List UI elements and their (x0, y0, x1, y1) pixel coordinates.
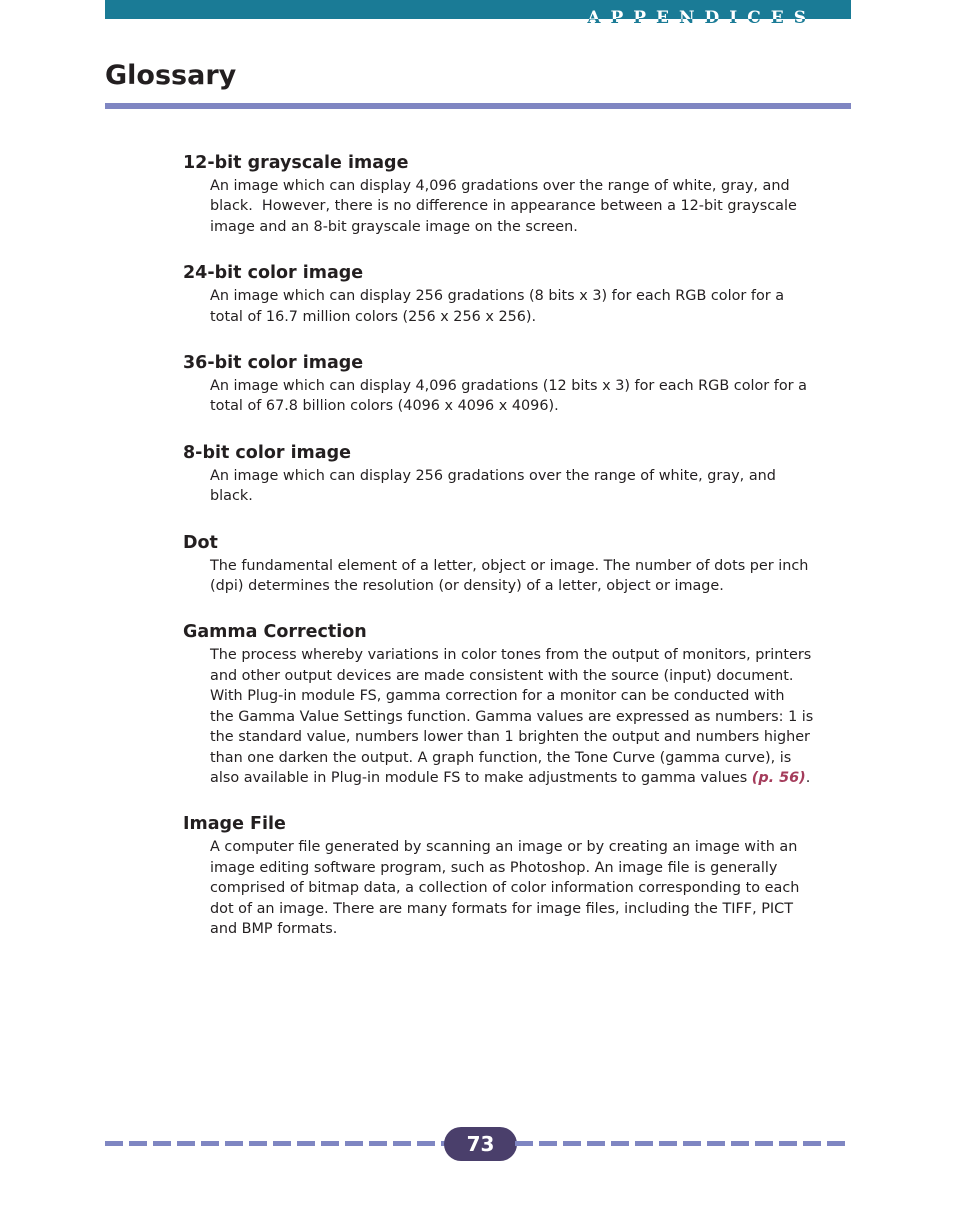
definition-line (210, 666, 848, 686)
glossary-term: Image File (183, 814, 286, 835)
definition-text: the standard value, numbers lower than 1 brighten the output and numbers higher (210, 729, 810, 746)
definition-line (210, 919, 848, 939)
glossary-entry (183, 530, 848, 597)
definition-text: black. However, there is no difference in appearance between a 12-bit grayscale (210, 198, 797, 215)
definition-text: total of 67.8 billion colors (4096 x 4096 x 4096). (210, 398, 559, 415)
definition-line (210, 768, 848, 788)
definition-text: The fundamental element of a letter, object or image. The number of dots per inch (210, 557, 809, 574)
glossary-term: 36-bit color image (183, 353, 364, 374)
definition-line (210, 307, 848, 327)
definition-line (210, 176, 848, 196)
definition-text: (dpi) determines the resolution (or density) of a letter, object or image. (210, 578, 724, 595)
page-reference-link[interactable]: (p. 56) (751, 769, 806, 786)
definition-line (210, 376, 848, 396)
glossary-term: 8-bit color image (183, 442, 352, 463)
definition-line (210, 217, 848, 237)
definition-text: comprised of bitmap data, a collection of color information corresponding to each (210, 880, 800, 897)
glossary-term: 24-bit color image (183, 263, 364, 284)
definition-line (210, 707, 848, 727)
definition-text: An image which can display 4,096 gradations (12 bits x 3) for each RGB color for a (210, 378, 807, 395)
definition-text: black. (210, 488, 253, 505)
glossary-definition (210, 376, 848, 417)
definition-text: also available in Plug-in module FS to make adjustments to gamma values (210, 769, 752, 786)
footer-rule-left (105, 1141, 445, 1146)
definition-line (210, 748, 848, 768)
section-label: APPENDICES (587, 8, 816, 28)
definition-line (210, 858, 848, 878)
definition-text: and BMP formats. (210, 920, 338, 937)
glossary-entry (183, 350, 848, 417)
definition-text: An image which can display 4,096 gradations over the range of white, gray, and (210, 178, 790, 194)
glossary-term: Dot (183, 532, 218, 553)
definition-line (210, 837, 848, 857)
glossary-entry (183, 440, 848, 507)
glossary-definition (210, 837, 848, 939)
definition-line (210, 286, 848, 306)
definition-text: The process whereby variations in color tones from the output of monitors, printers (210, 647, 812, 664)
definition-line (210, 645, 848, 665)
glossary-term: 12-bit grayscale image (183, 153, 409, 173)
definition-line (210, 196, 848, 216)
trailing-punctuation: . (805, 769, 811, 786)
glossary-entry (183, 619, 848, 788)
glossary-definition (210, 466, 848, 507)
definition-text: With Plug-in module FS, gamma correction for a monitor can be conducted with (210, 688, 785, 705)
definition-line (210, 576, 848, 596)
page-number: 73 (444, 1127, 517, 1161)
definition-text: total of 16.7 million colors (256 x 256 x 256). (210, 308, 537, 325)
definition-text: the Gamma Value Settings function. Gamma values are expressed as numbers: 1 is (210, 708, 814, 725)
definition-line (210, 899, 848, 919)
glossary-entry (183, 811, 848, 939)
definition-line (210, 486, 848, 506)
glossary-definition (210, 556, 848, 597)
glossary-list (183, 150, 848, 939)
definition-text: image and an 8-bit grayscale image on the screen. (210, 218, 578, 235)
definition-line (210, 396, 848, 416)
definition-line (210, 556, 848, 576)
definition-line (210, 878, 848, 898)
definition-text: dot of an image. There are many formats for image files, including the TIFF, PICT (210, 900, 793, 917)
definition-text: An image which can display 256 gradations (8 bits x 3) for each RGB color for a (210, 288, 785, 305)
glossary-entry (183, 260, 848, 327)
glossary-definition (210, 286, 848, 327)
footer-rule-right (515, 1141, 851, 1146)
definition-text: A computer file generated by scanning an image or by creating an image with an (210, 839, 798, 856)
glossary-definition (210, 645, 848, 788)
glossary-term: Gamma Correction (183, 622, 367, 643)
definition-line (210, 686, 848, 706)
definition-line (210, 466, 848, 486)
glossary-entry (183, 150, 848, 237)
definition-text: than one darken the output. A graph function, the Tone Curve (gamma curve), is (210, 749, 792, 766)
definition-text: image editing software program, such as Photoshop. An image file is generally (210, 859, 778, 876)
definition-text: and other output devices are made consistent with the source (input) document. (210, 667, 794, 684)
glossary-definition (210, 176, 848, 237)
title-rule (105, 103, 851, 109)
definition-line (210, 727, 848, 747)
definition-text: An image which can display 256 gradations over the range of white, gray, and (210, 467, 776, 484)
page-title: Glossary (105, 60, 237, 91)
